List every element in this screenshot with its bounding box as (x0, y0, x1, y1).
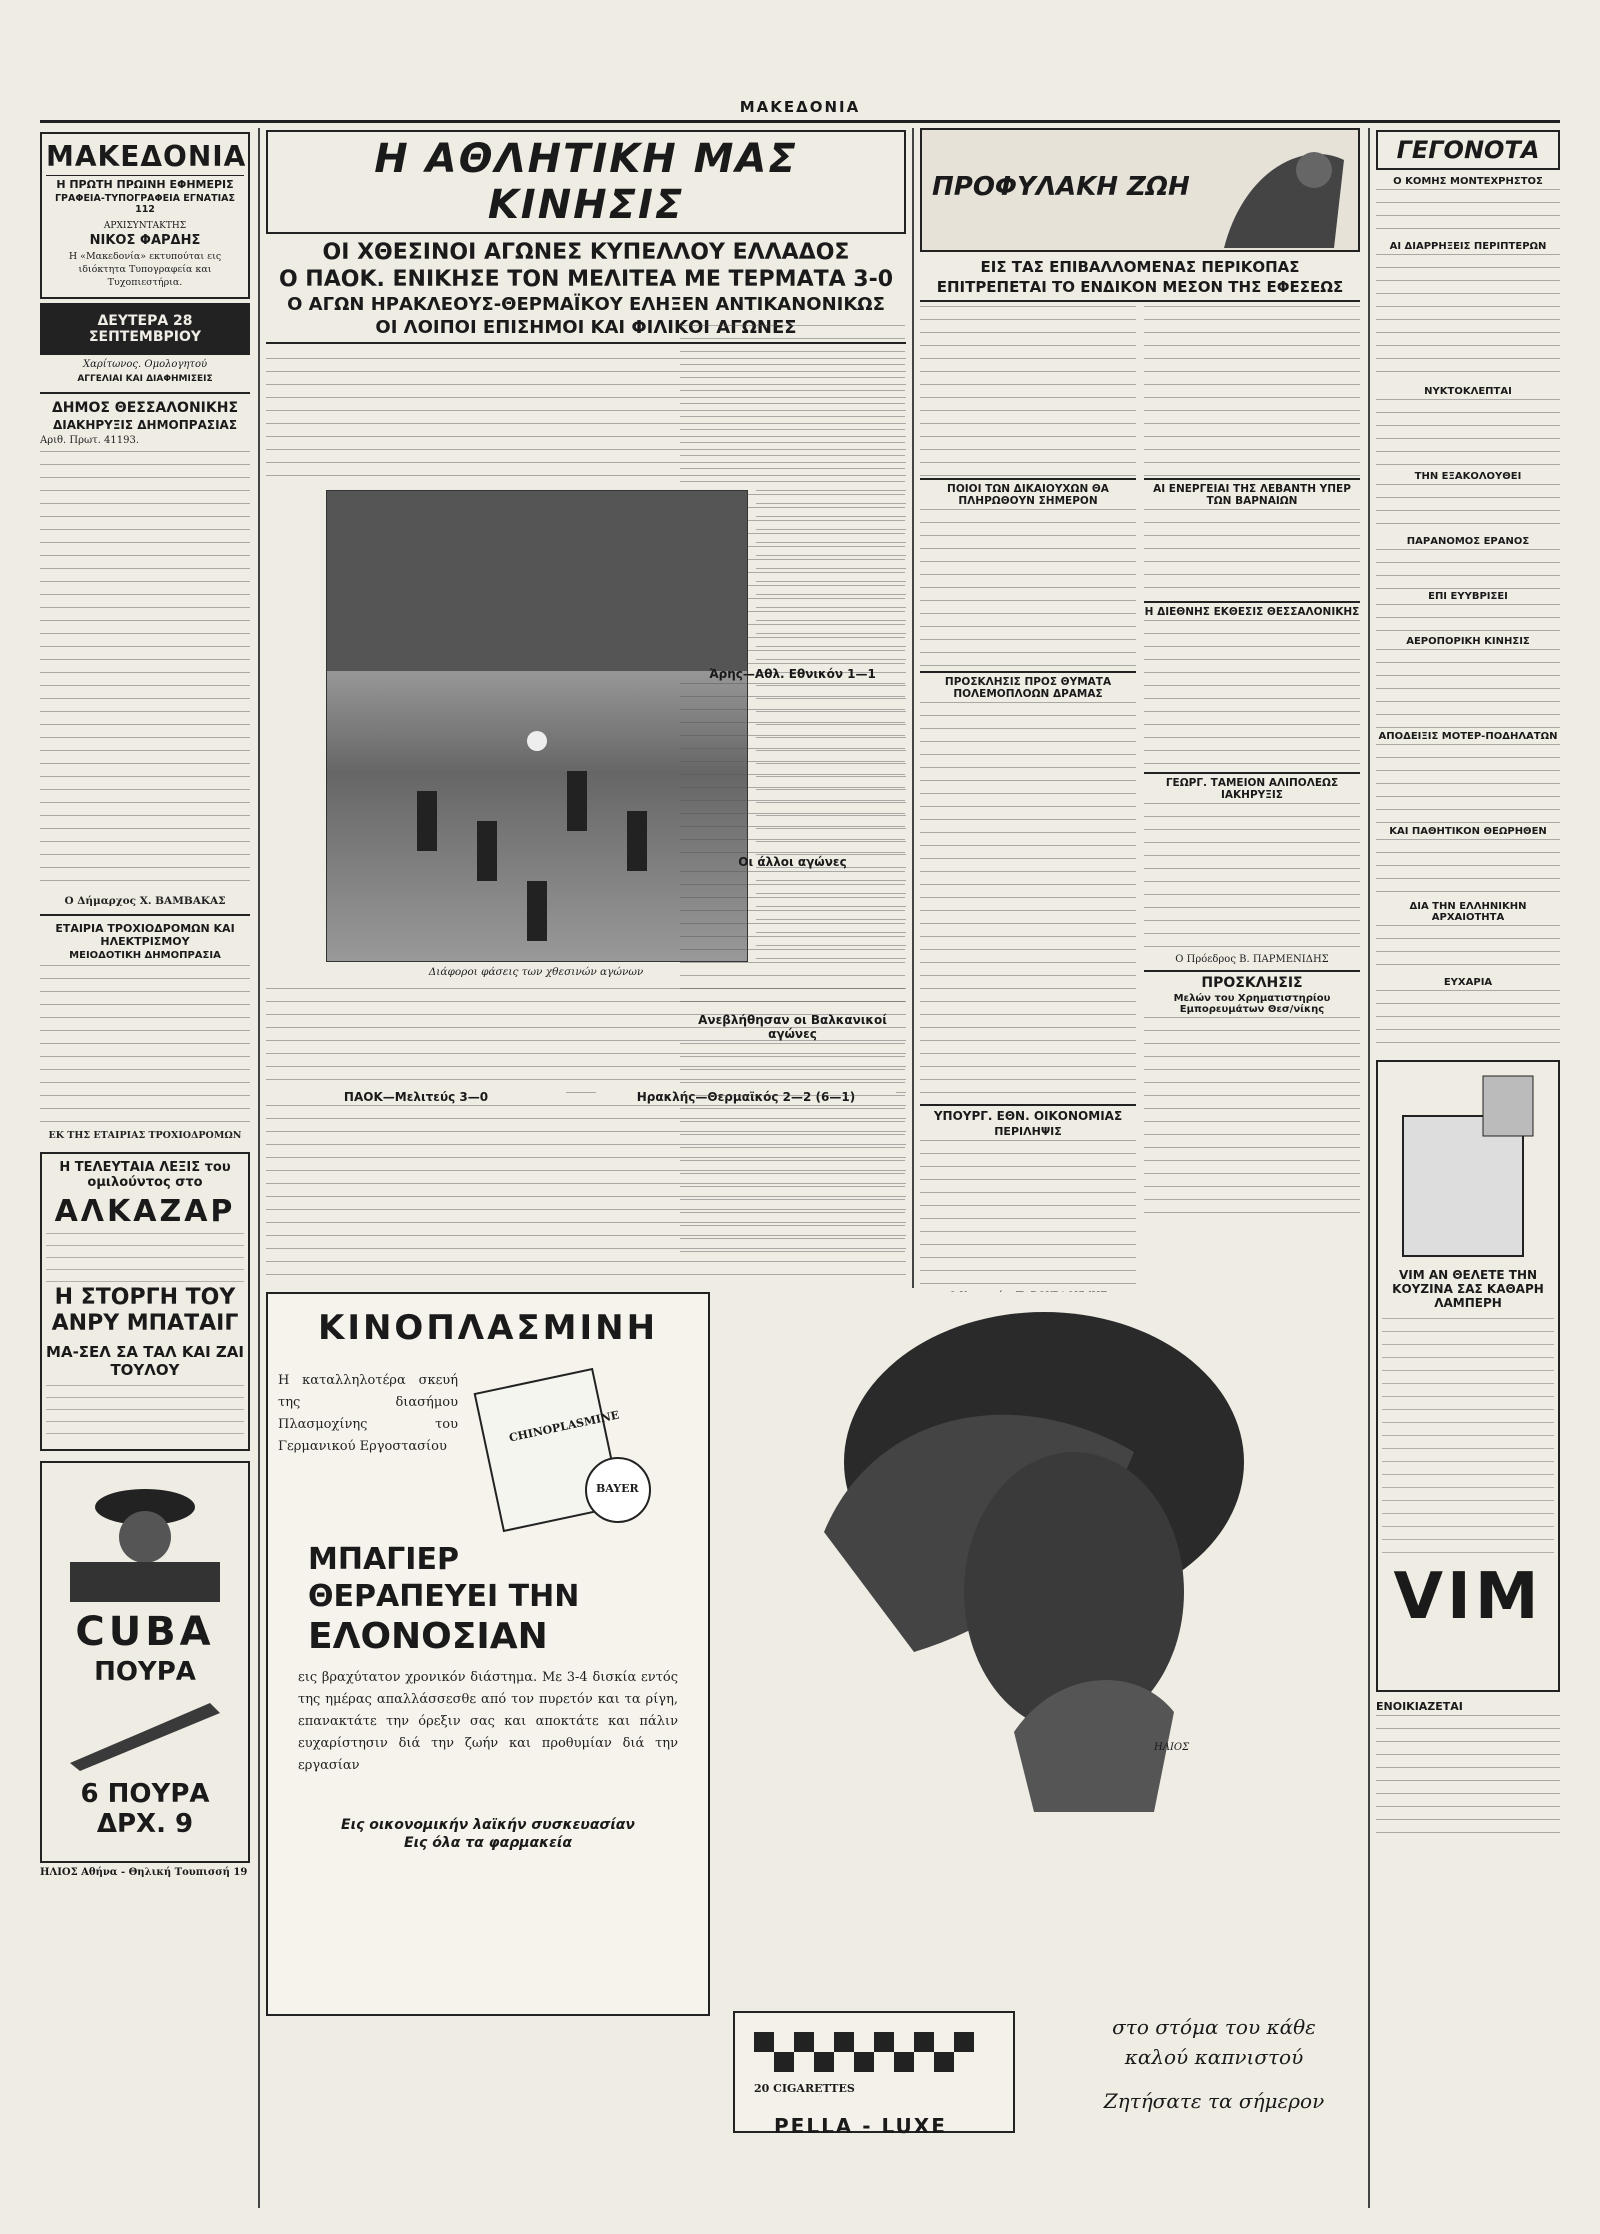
fact-item-8: ΑΠΟΔΕΙΞΙΣ ΜΟΤΕΡ-ΠΟΔΗΛΑΤΩΝ (1378, 731, 1558, 742)
medicine-box-icon (468, 1360, 668, 1540)
company-title: ΕΤΑΙΡΙΑ ΤΡΟΧΙΟΔΡΟΜΩΝ ΚΑΙ ΗΛΕΚΤΡΙΣΜΟΥ (55, 922, 235, 948)
sports-sub3: Ο ΑΓΩΝ ΗΡΑΚΛΕΟΥΣ-ΘΕΡΜΑΪΚΟΥ ΕΛΗΞΕΝ ΑΝΤΙΚΑΝΟΝΙΚΩΣ (287, 294, 885, 315)
paper-title: ΜΑΚΕΔΟΝΙΑ (46, 140, 247, 173)
other-games-heading: Οι άλλοι αγώνες (738, 855, 847, 869)
fund-heading: ΓΕΩΡΓ. ΤΑΜΕΙΟΝ ΑΛΙΠΟΛΕΩΣ ΙΑΚΗΡΥΞΙΣ (1144, 772, 1360, 801)
auction-body-text (40, 451, 250, 891)
fact-item-9: ΚΑΙ ΠΑΘΗΤΙΚΟΝ ΘΕΩΡΗΘΕΝ (1389, 826, 1547, 837)
paper-offices: ΓΡΑΦΕΙΑ-ΤΥΠΟΓΡΑΦΕΙΑ ΕΓΝΑΤΙΑΣ 112 (55, 193, 235, 215)
kino-footer-1: Εις οικονομικήν λαϊκήν συσκευασίαν (341, 1817, 635, 1833)
kino-footer-2: Εις όλα τα φαρμακεία (404, 1835, 572, 1851)
fact-item-1: Ο ΚΟΜΗΣ ΜΟΝΤΕΧΡΗΣΤΟΣ (1393, 176, 1543, 187)
kino-title: ΚΙΝΟΠΛΑΣΜΙΝΗ (317, 1308, 659, 1348)
fact-item-2: ΑΙ ΔΙΑΡΡΗΞΕΙΣ ΠΕΡΙΠΤΕΡΩΝ (1389, 241, 1547, 252)
ministry-heading: ΥΠΟΥΡΓ. ΕΘΝ. ΟΙΚΟΝΟΜΙΑΣ (920, 1104, 1136, 1123)
cinema-name: ΑΛΚΑΖΑΡ (54, 1194, 236, 1229)
vim-can-icon (1383, 1066, 1553, 1266)
fact-item-3: ΝΥΚΤΟΚΛΕΠΤΑΙ (1424, 386, 1512, 397)
pella-slogan-2: καλού καπνιστού (1124, 2045, 1304, 2069)
cuba-word: ΠΟΥΡΑ (94, 1657, 196, 1687)
facts-heading: ΓΕΓΟΝΟΤΑ (1376, 130, 1560, 170)
right-column (1376, 128, 1560, 2208)
drama-heading: ΠΡΟΣΚΛΗΣΙΣ ΠΡΟΣ ΘΥΜΑΤΑ ΠΟΛΕΜΟΠΛΟΩΝ ΔΡΑΜΑΣ (920, 671, 1136, 700)
kino-big3: ΕΛΟΝΟΣΙΑΝ (308, 1616, 548, 1657)
left-footer: ΗΛΙΟΣ Αθήνα - Θηλική Τουπισσή 19 (40, 1867, 248, 1878)
center-headline-2: ΕΠΙΤΡΕΠΕΤΑΙ ΤΟ ΕΝΔΙΚΟΝ ΜΕΣΟΝ ΤΗΣ ΕΦΕΣΕΩΣ (920, 278, 1360, 302)
ministry-sub: ΠΕΡΙΛΗΨΙΣ (994, 1125, 1062, 1138)
invite-sub: Μελών του Χρηματιστηρίου Εμπορευμάτων Θεσ/νίκης (1173, 993, 1331, 1015)
municipality-title: ΔΗΜΟΣ ΘΕΣΣΑΛΟΝΙΚΗΣ (51, 400, 239, 416)
issue-date: ΔΕΥΤΕΡΑ 28 ΣΕΠΤΕΜΒΡΙΟΥ (88, 313, 202, 345)
fact-item-4: ΤΗΝ ΕΞΑΚΟΛΟΥΘΕΙ (1414, 471, 1522, 482)
masthead: ΜΑΚΕΔΟΝΙΑ (739, 98, 861, 116)
fact-item-10: ΔΙΑ ΤΗΝ ΕΛΛΗΝΙΚΗΝ ΑΡΧΑΙΟΤΗΤΑ (1409, 901, 1527, 923)
sports-results-column (680, 325, 905, 1285)
invite-heading: ΠΡΟΣΚΛΗΣΙΣ (1144, 970, 1360, 991)
who-paid-heading: ΠΟΙΟΙ ΤΩΝ ΔΙΚΑΙΟΥΧΩΝ ΘΑ ΠΛΗΡΩΘΟΥΝ ΣΗΜΕΡΟΝ (920, 478, 1136, 507)
company-body-text (40, 965, 250, 1125)
fact-item-7: ΑΕΡΟΠΟΡΙΚΗ ΚΙΝΗΣΙΣ (1406, 636, 1530, 647)
sports-sub2: Ο ΠΑΟΚ. ΕΝΙΚΗΣΕ ΤΟΝ ΜΕΛΙΤΕΑ ΜΕ ΤΕΡΜΑΤΑ 3-0 (278, 267, 894, 292)
kino-body: εις βραχύτατον χρονικόν διάστημα. Με 3-4 δισκία εντός της ημέρας απαλλάσσεσθε από τον πυρετόν και τα ρίγη, επανακτάτε την όρεξιν σας και αποκτάτε και πάλιν ευχαρίστησιν διά την ζωήν και προθυμίαν διά την εργασίαν (298, 1670, 678, 1773)
result-paok: ΠΑΟΚ—Μελιτεύς 3—0 (266, 1090, 566, 1104)
editor-label: ΑΡΧΙΣΥΝΤΑΚΤΗΣ (103, 221, 187, 231)
cinema-lead: Η ΤΕΛΕΥΤΑΙΑ ΛΕΞΙΣ του ομιλούντος στο (59, 1160, 231, 1190)
pella-artist: ΗΛΙΟΣ (1154, 1742, 1190, 1753)
paper-subtitle: Η ΠΡΩΤΗ ΠΡΩΙΝΗ ΕΦΗΜΕΡΙΣ (46, 175, 244, 191)
left-column (40, 128, 250, 2208)
kino-big2: ΘΕΡΑΠΕΥΕΙ ΤΗΝ (308, 1579, 580, 1614)
fund-signature: Ο Πρόεδρος Β. ΠΑΡΜΕΝΙΔΗΣ (1175, 954, 1329, 965)
auction-signature: Ο Δήμαρχος Χ. ΒΑΜΒΑΚΑΣ (64, 895, 226, 907)
pella-luxe-ad (714, 1292, 1360, 2192)
pella-brand: PELLA - LUXE (774, 2114, 947, 2138)
center-headline-1: ΕΙΣ ΤΑΣ ΕΠΙΒΑΛΛΟΜΕΝΑΣ ΠΕΡΙΚΟΠΑΣ (980, 258, 1300, 276)
sports-sub4: ΟΙ ΛΟΙΠΟΙ ΕΠΙΣΗΜΟΙ ΚΑΙ ΦΙΛΙΚΟΙ ΑΓΩΝΕΣ (266, 317, 906, 344)
cigar-icon (60, 1693, 230, 1773)
lady-with-hat-icon (714, 1292, 1360, 1892)
fact-item-11: ΕΥΧΑΡΙΑ (1443, 977, 1493, 988)
auction-title: ΔΙΑΚΗΡΥΞΙΣ ΔΗΜΟΠΡΑΣΙΑΣ (52, 418, 238, 432)
cuba-brand: CUBA (75, 1609, 215, 1655)
vim-ad (1376, 1060, 1560, 1692)
prophylaxis-banner-title: ΠΡΟΦΥΛΑΚΗ ΖΩΗ (932, 172, 1190, 202)
kino-intro: Η καταλληλοτέρα σκευή της διασήμου Πλασμοχίνης του Γερμανικού Εργοστασίου (278, 1373, 458, 1454)
center-news-section (920, 128, 1360, 1278)
levant-heading: ΑΙ ΕΝΕΡΓΕΙΑΙ ΤΗΣ ΛΕΒΑΝΤΗ ΥΠΕΡ ΤΩΝ ΒΑΡΝΑΙΩΝ (1144, 478, 1360, 507)
company-signature: ΕΚ ΤΗΣ ΕΤΑΙΡΙΑΣ ΤΡΟΧΙΟΔΡΟΜΩΝ (48, 1130, 242, 1141)
kino-big1: ΜΠΑΓΙΕΡ (308, 1542, 459, 1577)
paper-info-box (40, 132, 250, 299)
kino-package (468, 1360, 668, 1540)
vim-logo: VIM (1393, 1560, 1543, 1634)
ads-label: ΑΓΓΕΛΙΑΙ ΚΑΙ ΔΙΑΦΗΜΙΣΕΙΣ (77, 374, 213, 384)
cuba-figure-icon (50, 1467, 240, 1607)
kinoplasmine-ad (266, 1292, 710, 2016)
pella-slogan-3: Ζητήσατε τα σήμερον (1103, 2089, 1325, 2113)
pella-slogan-1: στο στόμα του κάθε (1112, 2015, 1316, 2039)
company-subtitle: ΜΕΙΟΔΟΤΙΚΗ ΔΗΜΟΠΡΑΣΙΑ (69, 950, 221, 961)
fact-item-6: ΕΠΙ ΕΥΥΒΡΙΣΕΙ (1428, 591, 1508, 602)
balkan-games-heading: Ανεβλήθησαν οι Βαλκανικοί αγώνες (698, 1013, 887, 1041)
bayer-logo: BAYER (596, 1482, 639, 1495)
cuba-cigar-ad (40, 1461, 250, 1863)
date-box (40, 303, 250, 355)
cinema-film: Η ΣΤΟΡΓΗ ΤΟΥ ΑΝΡΥ ΜΠΑΤΑΙΓ (51, 1285, 239, 1336)
cuba-price: 6 ΠΟΥΡΑ ΔΡΧ. 9 (80, 1779, 210, 1839)
prophylaxis-banner (920, 128, 1360, 252)
sports-headline: Η ΑΘΛΗΤΙΚΗ ΜΑΣ ΚΙΝΗΣΙΣ (266, 130, 906, 234)
fact-item-5: ΠΑΡΑΝΟΜΟΣ ΕΡΑΝΟΣ (1406, 536, 1530, 547)
photo-caption: Διάφοροι φάσεις των χθεσινών αγώνων (428, 966, 644, 978)
result-iraklis: Ηρακλής—Θερμαϊκός 2—2 (6—1) (596, 1090, 896, 1104)
pella-box-text: 20 CIGARETTES (754, 2082, 855, 2095)
bottom-note: ΕΝΟΙΚΙΑΖΕΤΑΙ (1376, 1700, 1463, 1713)
printing-note: Η «Μακεδονία» εκτυπούται εις ιδιόκτητα Τυπογραφεία και Τυχοπιεστήρια. (68, 251, 222, 288)
newspaper-page (40, 70, 1560, 2220)
sports-sub1: ΟΙ ΧΘΕΣΙΝΟΙ ΑΓΩΝΕΣ ΚΥΠΕΛΛΟΥ ΕΛΛΑΔΟΣ (322, 240, 850, 265)
woman-figure-icon (1184, 130, 1354, 248)
namedays: Χαρίτωνος. Ομολογητού (82, 359, 208, 370)
vim-lead: VIM ΑΝ ΘΕΛΕΤΕ ΤΗΝ ΚΟΥΖΙΝΑ ΣΑΣ ΚΑΘΑΡΗ ΛΑΜΠΕΡΗ (1392, 1268, 1544, 1310)
editor-name: ΝΙΚΟΣ ΦΑΡΔΗΣ (89, 233, 201, 248)
top-rule (40, 120, 1560, 123)
alcazar-ad (40, 1152, 250, 1451)
result-aris: Άρης—Αθλ. Εθνικόν 1—1 (709, 667, 876, 681)
kino-box-label: CHINOPLASMINE (507, 1408, 621, 1445)
cinema-cast: ΜΑ-ΣΕΛ ΣΑ ΤΑΛ ΚΑΙ ΖΑΙ ΤΟΥΛΟΥ (46, 1343, 244, 1379)
exhibition-heading: Η ΔΙΕΘΝΗΣ ΕΚΘΕΣΙΣ ΘΕΣΣΑΛΟΝΙΚΗΣ (1144, 601, 1360, 618)
auction-ref: Αριθ. Πρωτ. 41193. (40, 435, 140, 446)
